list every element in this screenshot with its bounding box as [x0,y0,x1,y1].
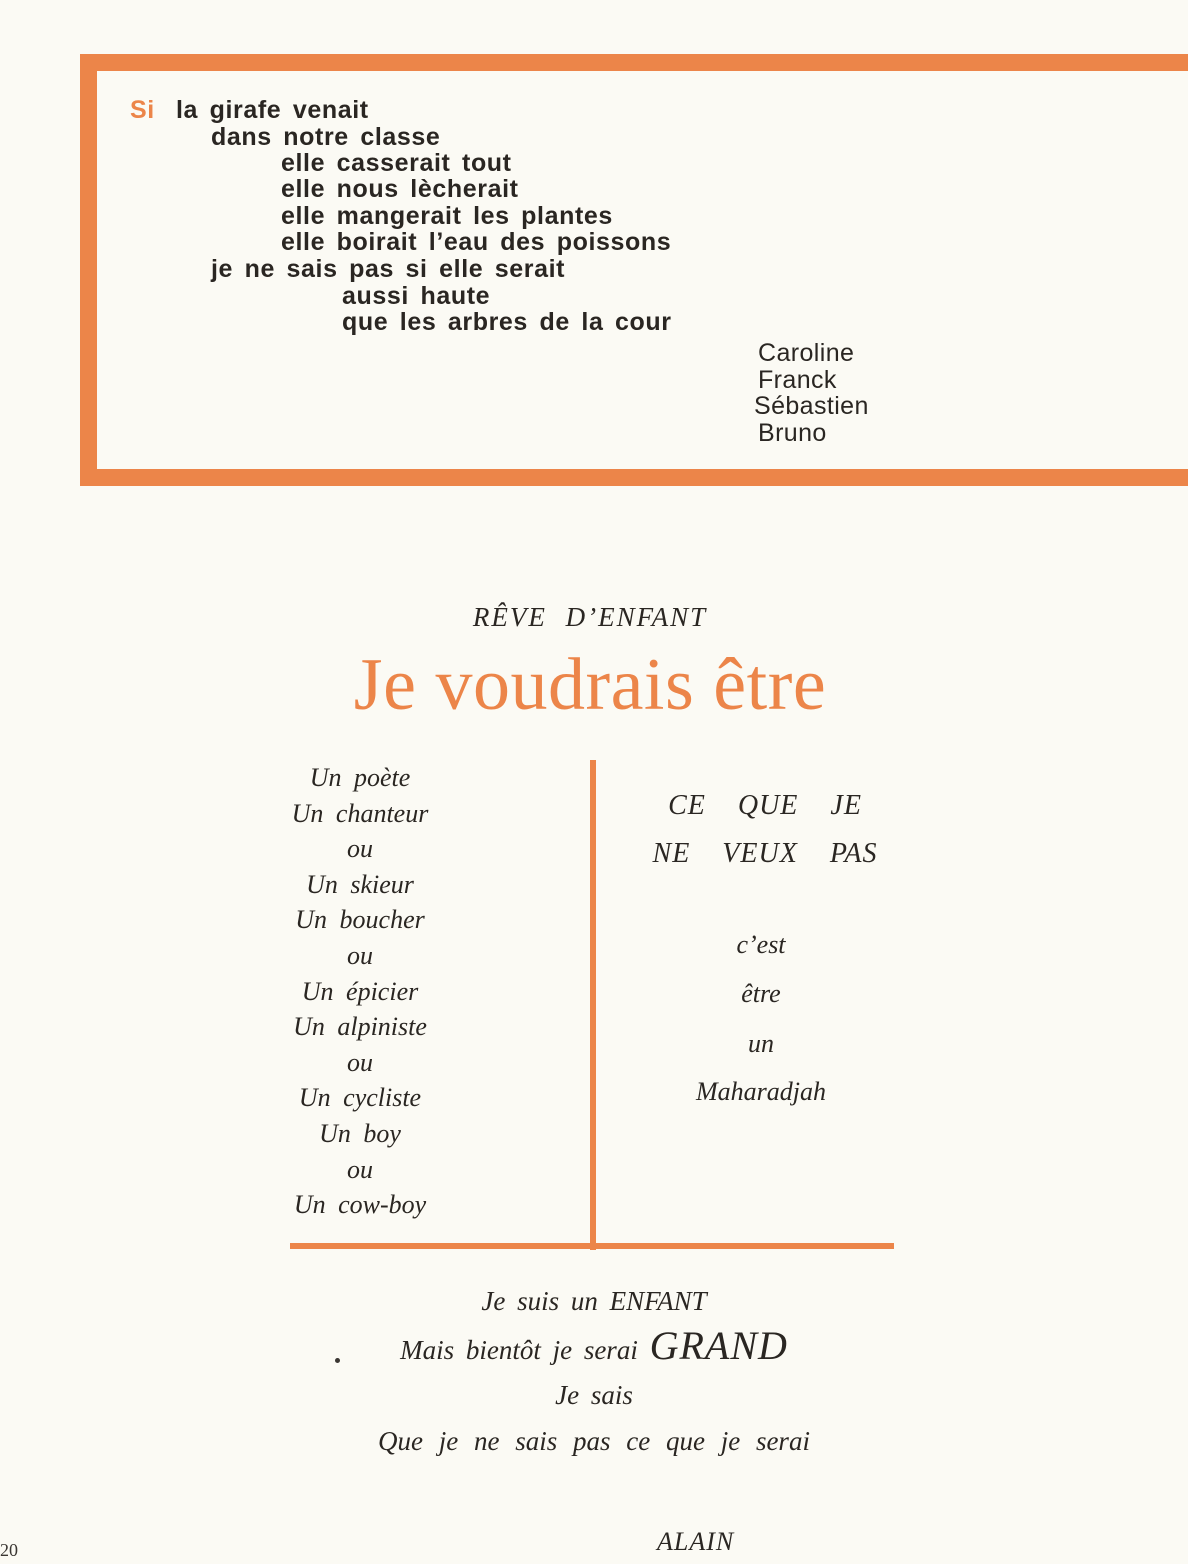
vertical-divider [590,760,596,1250]
list-item: ou [347,834,373,864]
list-item: Un alpiniste [293,1012,427,1042]
closing-line-1: Je suis un ENFANT [481,1286,707,1316]
poem1-author-3: Sébastien [754,392,869,420]
poem1-line-4: elle nous lècherait [281,175,519,203]
right-line-4: Maharadjah [696,1077,826,1106]
poem1-line-1: la girafe venait [176,96,369,124]
closing-grand: GRAND [649,1323,788,1368]
closing-line-4: Que je ne sais pas ce que je serai [378,1426,810,1456]
right-heading-line-2: NE VEUX PAS [652,838,878,869]
list-item: ou [347,1047,373,1077]
list-item: Un cow-boy [293,1190,427,1220]
poem1-line-7: je ne sais pas si elle serait [211,255,566,283]
list-item: Un chanteur [291,798,429,828]
poem2-author: ALAIN [657,1527,735,1556]
right-line-3: un [748,1029,774,1058]
list-item: Un cycliste [298,1083,422,1113]
poem1-first-word: Si [130,96,155,124]
poem1-line-5: elle mangerait les plantes [281,202,613,230]
poem1-author-4: Bruno [758,419,827,447]
poem2-subtitle: RÊVE D’ENFANT [472,602,708,632]
list-item: Un poète [309,763,411,792]
poem2-title: Je voudrais être [353,644,827,726]
list-item: ou [347,940,373,970]
poem1-line-6: elle boirait l’eau des poissons [281,228,672,256]
list-item: Un boy [319,1118,401,1148]
list-item: Un boucher [295,905,425,935]
right-line-1: c’est [736,930,786,959]
poem1-author-1: Caroline [758,339,855,367]
list-item: ou [347,1154,373,1184]
poem1-line-2: dans notre classe [211,123,441,151]
poem1-line-8: aussi haute [342,282,491,310]
page-number: 20 [0,1540,18,1560]
list-item: Un épicier [301,976,419,1006]
right-heading-line-1: CE QUE JE [668,790,862,821]
poem1-line-3: elle casserait tout [281,149,512,177]
horizontal-divider [290,1243,894,1249]
left-list [230,760,490,1223]
closing-line-3: Je sais [555,1380,633,1410]
poem1-line-9: que les arbres de la cour [342,308,672,336]
poem1-author-2: Franck [758,366,837,394]
list-item: Un skieur [306,869,414,899]
closing-line-2-text: Mais bientôt je serai [400,1335,638,1365]
right-line-2: être [741,979,781,1008]
closing-line-2 [0,1323,1188,1368]
ink-dot [335,1358,340,1363]
